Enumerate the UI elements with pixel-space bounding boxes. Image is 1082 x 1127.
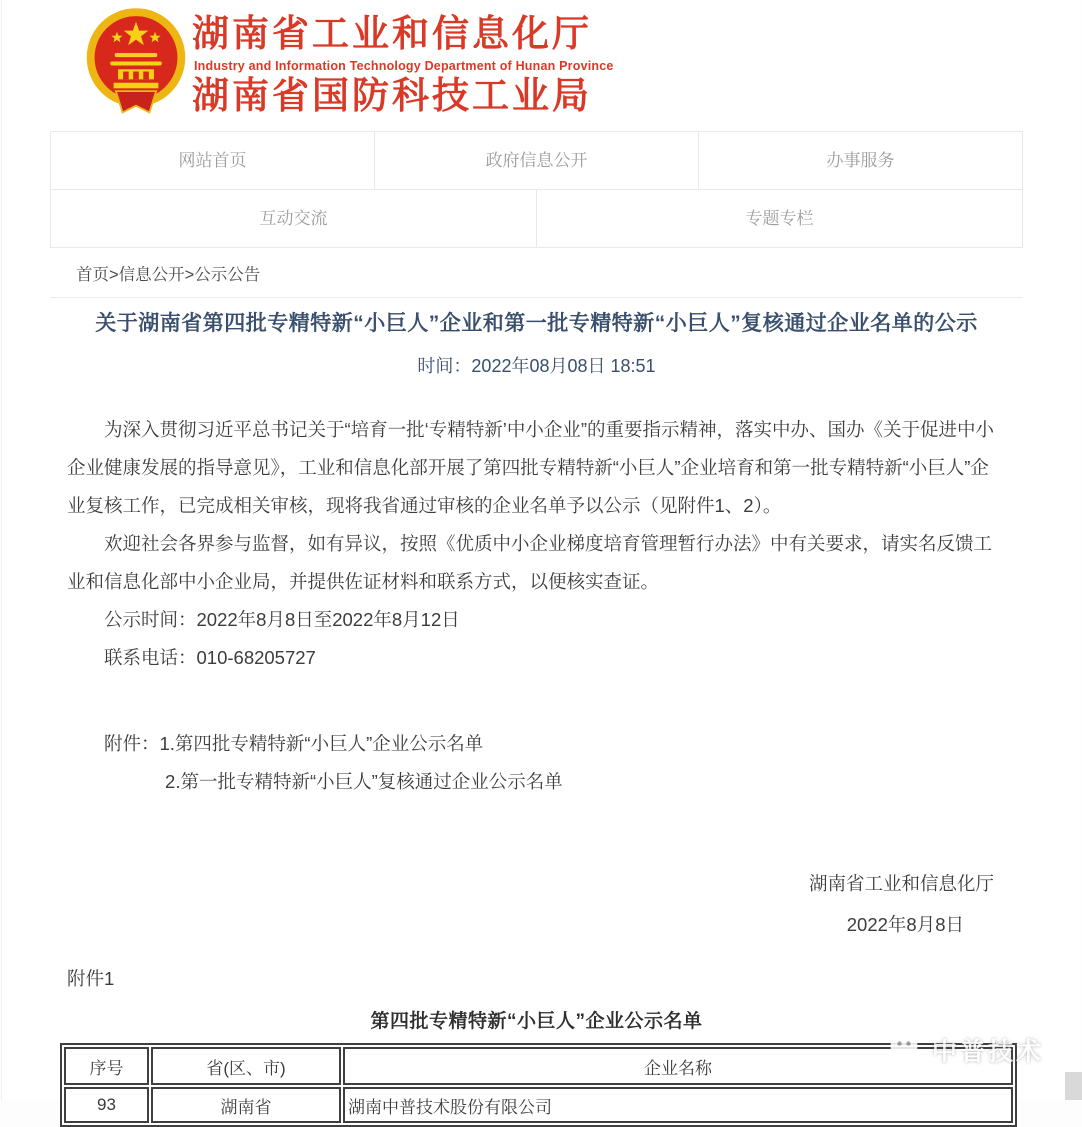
nav-item-special-topics[interactable]: 专题专栏 bbox=[536, 190, 1022, 247]
col-header-province: 省(区、市) bbox=[151, 1047, 341, 1085]
site-masthead bbox=[192, 13, 614, 117]
publish-time: 时间：2022年08月08日 18:51 bbox=[417, 356, 656, 376]
nav-row-1 bbox=[51, 132, 1022, 189]
table-row bbox=[64, 1087, 1013, 1123]
national-emblem-icon bbox=[80, 6, 192, 118]
main-nav bbox=[50, 131, 1023, 248]
col-header-index: 序号 bbox=[64, 1047, 149, 1085]
page-title: 关于湖南省第四批专精特新“小巨人”企业和第一批专精特新“小巨人”复核通过企业名单的公示 bbox=[95, 312, 978, 335]
contact-phone-line: 联系电话：010-68205727 bbox=[104, 647, 316, 668]
nav-row-2 bbox=[51, 189, 1022, 247]
signature-date: 2022年8月8日 bbox=[846, 914, 964, 935]
signature-org: 湖南省工业和信息化厅 bbox=[808, 873, 994, 894]
announcement-page bbox=[1, 0, 1081, 1117]
notice-period-line: 公示时间：2022年8月8日至2022年8月12日 bbox=[104, 609, 460, 630]
cell-company: 湖南中普技术股份有限公司 bbox=[343, 1087, 1013, 1123]
nav-item-interaction[interactable]: 互动交流 bbox=[259, 209, 328, 228]
nav-item-home[interactable]: 网站首页 bbox=[178, 151, 247, 170]
article bbox=[50, 307, 1023, 1127]
watermark-text: 中普技术 bbox=[932, 1038, 1045, 1066]
scrollbar-fragment[interactable] bbox=[1065, 1072, 1082, 1100]
nav-item-services[interactable]: 办事服务 bbox=[698, 132, 1022, 189]
org-name-cn-1: 湖南省工业和信息化厅 bbox=[192, 13, 592, 54]
attachment-item-1[interactable]: 附件：1.第四批专精特新“小巨人”企业公示名单 bbox=[104, 733, 484, 754]
paragraph-1: 为深入贯彻习近平总书记关于“培育一批‘专精特新’中小企业”的重要指示精神，落实中办、国办《关于促进中小企业健康发展的指导意见》，工业和信息化部开展了第四批专精特新“小巨人”企业培育和第一批专精特新“小巨人”企业复核工作，已完成相关审核，现将我省通过审核的企业名单予以公示（见附件1、2）。 bbox=[67, 419, 995, 516]
nav-item-gov-info[interactable]: 政府信息公开 bbox=[374, 132, 698, 189]
org-name-en: Industry and Information Technology Department of Hunan Province bbox=[194, 58, 614, 73]
paragraph-2: 欢迎社会各界参与监督，如有异议，按照《优质中小企业梯度培育管理暂行办法》中有关要求，请实名反馈工业和信息化部中小企业局，并提供佐证材料和联系方式，以便核实查证。 bbox=[67, 533, 993, 592]
appendix-label: 附件1 bbox=[67, 968, 115, 989]
org-name-cn-2: 湖南省国防科技工业局 bbox=[192, 74, 592, 116]
table-header-row bbox=[64, 1047, 1013, 1085]
signature-block bbox=[67, 865, 1006, 944]
roster-table-title: 第四批专精特新“小巨人”企业公示名单 bbox=[370, 1011, 703, 1032]
cell-province: 湖南省 bbox=[151, 1087, 341, 1123]
breadcrumb[interactable]: 首页>信息公开>公示公告 bbox=[50, 248, 1023, 298]
attachment-item-2[interactable]: 2.第一批专精特新“小巨人”复核通过企业公示名单 bbox=[165, 771, 563, 792]
article-body bbox=[50, 411, 1023, 998]
roster-table bbox=[60, 1043, 1017, 1127]
cell-index: 93 bbox=[64, 1087, 149, 1123]
col-header-company: 企业名称 bbox=[343, 1047, 1013, 1085]
attachment-list bbox=[67, 725, 1006, 801]
site-header bbox=[2, 0, 1081, 131]
